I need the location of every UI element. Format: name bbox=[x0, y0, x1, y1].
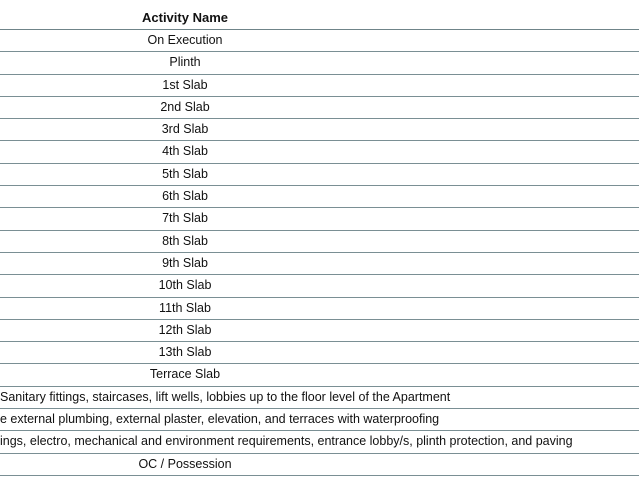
activity-name-header: Activity Name bbox=[142, 10, 228, 25]
table-row bbox=[0, 119, 639, 141]
table-row bbox=[0, 30, 639, 52]
table-row bbox=[0, 409, 639, 431]
table-row bbox=[0, 141, 639, 163]
table-row bbox=[0, 253, 639, 275]
activity-cell: 8th Slab bbox=[162, 233, 208, 248]
table-row bbox=[0, 231, 639, 253]
table-row bbox=[0, 52, 639, 74]
activity-cell: e external plumbing, external plaster, elevation, and terraces with waterproofing bbox=[0, 412, 440, 427]
table-row bbox=[0, 275, 639, 297]
activity-cell: 5th Slab bbox=[162, 166, 208, 181]
activity-cell: 10th Slab bbox=[158, 278, 212, 293]
activity-cell: 3rd Slab bbox=[161, 122, 209, 137]
activity-cell: OC / Possession bbox=[138, 456, 232, 471]
activity-cell: 6th Slab bbox=[162, 189, 208, 204]
table-row bbox=[0, 431, 639, 453]
activity-cell: 13th Slab bbox=[158, 345, 212, 360]
table-row bbox=[0, 97, 639, 119]
table-row bbox=[0, 364, 639, 386]
table-row bbox=[0, 320, 639, 342]
activity-cell: 9th Slab bbox=[162, 255, 208, 270]
activity-cell: 1st Slab bbox=[162, 77, 208, 92]
activity-cell: Sanitary fittings, staircases, lift wells, lobbies up to the floor level of the Apartment bbox=[0, 389, 451, 404]
table-row bbox=[0, 164, 639, 186]
table-row bbox=[0, 298, 639, 320]
activity-cell: 2nd Slab bbox=[160, 99, 210, 114]
activity-cell: ings, electro, mechanical and environment requirements, entrance lobby/s, plinth protection, and paving bbox=[0, 434, 573, 449]
table-row bbox=[0, 208, 639, 230]
table-row bbox=[0, 75, 639, 97]
table-row bbox=[0, 387, 639, 409]
table-row bbox=[0, 454, 639, 476]
activity-cell: Plinth bbox=[169, 55, 201, 70]
activity-cell: 12th Slab bbox=[158, 322, 212, 337]
activity-cell: Terrace Slab bbox=[149, 367, 221, 382]
activity-cell: 7th Slab bbox=[162, 211, 208, 226]
table-row bbox=[0, 342, 639, 364]
table-header-row bbox=[0, 6, 639, 30]
activity-cell: 11th Slab bbox=[159, 300, 211, 315]
activity-cell: On Execution bbox=[147, 33, 223, 47]
table-row bbox=[0, 186, 639, 208]
activity-table bbox=[0, 6, 639, 476]
activity-cell: 4th Slab bbox=[162, 144, 208, 159]
